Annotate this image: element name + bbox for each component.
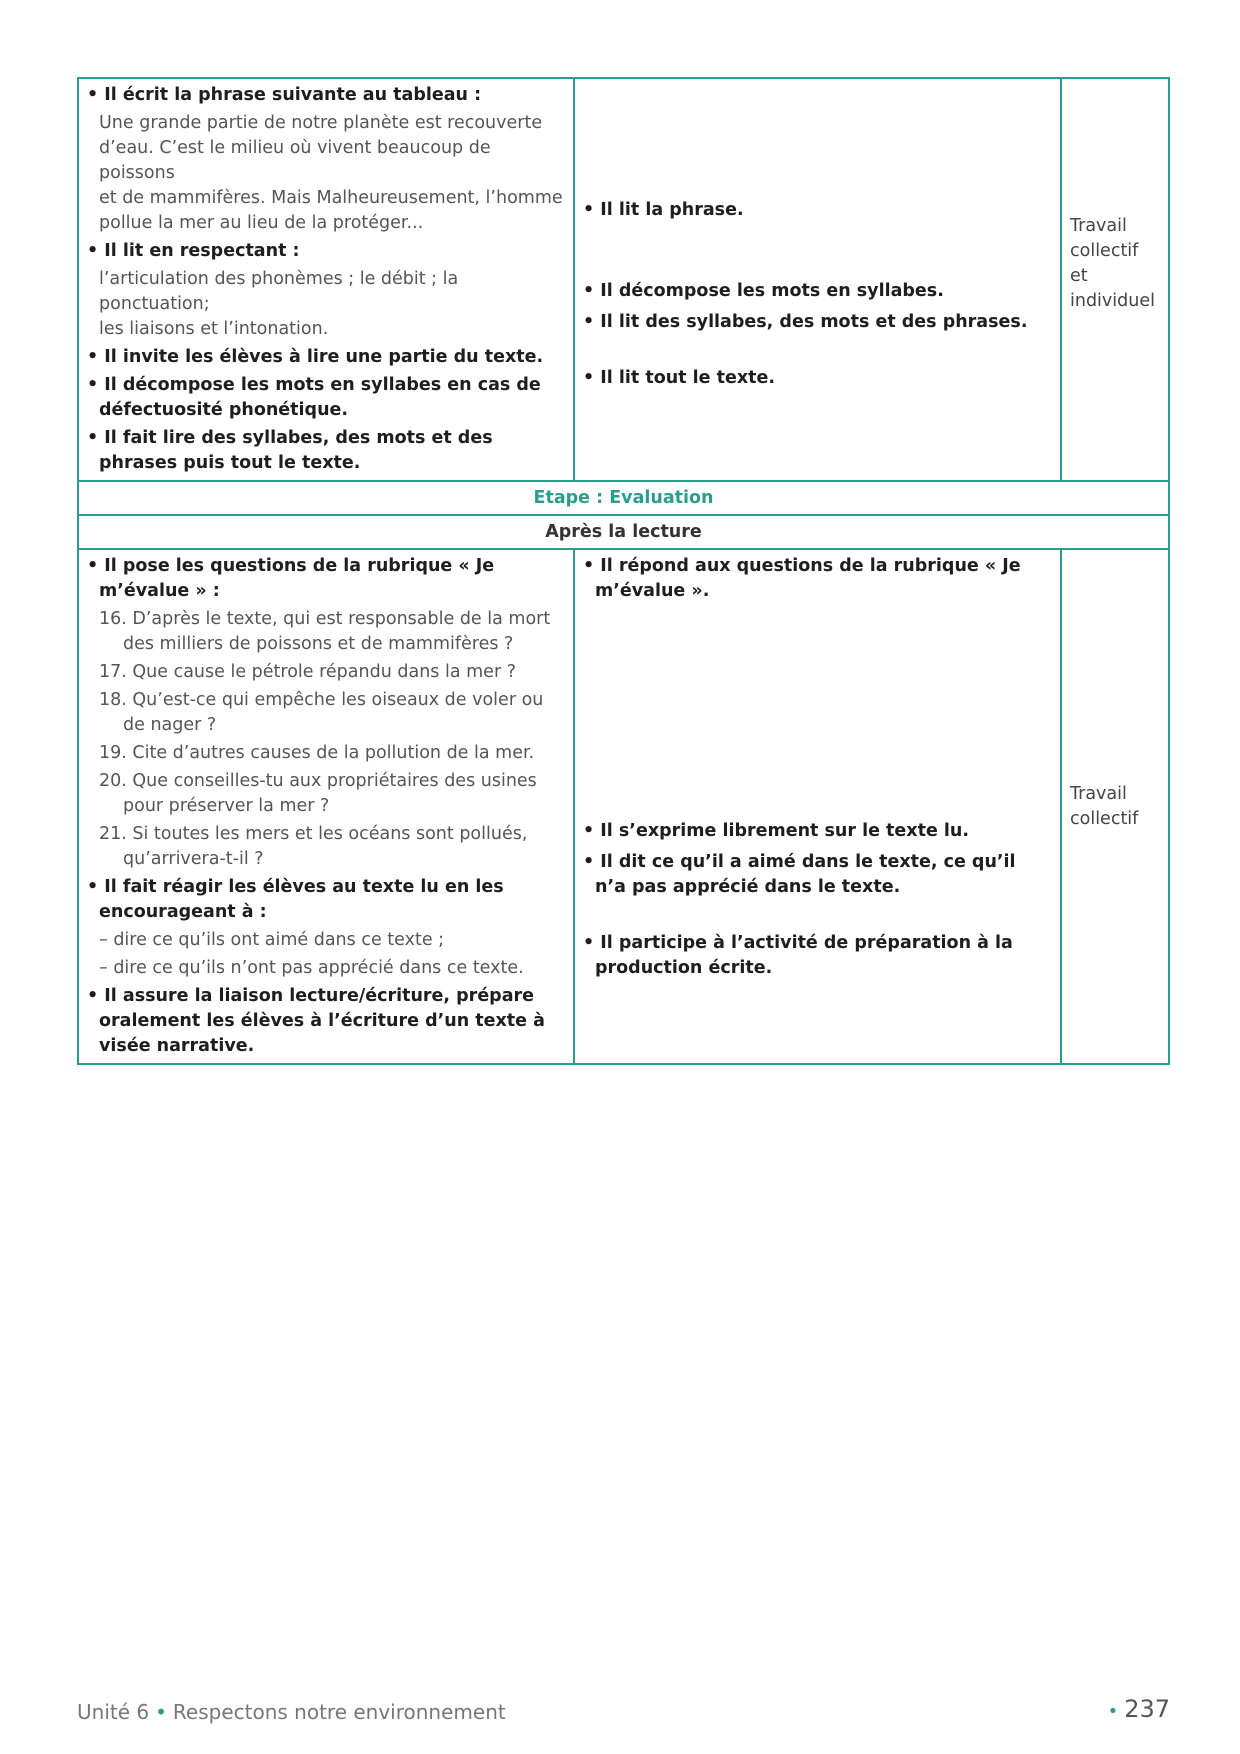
teacher-bullet: • Il décompose les mots en syllabes en cas de défectuosité phonétique. (87, 375, 541, 420)
question-item: 18. Qu’est-ce qui empêche les oiseaux de voler ou de nager ? (99, 690, 544, 735)
quote-line: et de mammifères. Mais Malheureusement, l’homme (99, 188, 563, 208)
quote-text (87, 111, 565, 236)
evaluation-row (78, 549, 1169, 1064)
student-activities-cell (574, 78, 1061, 481)
student-bullet: • Il répond aux questions de la rubrique « Je m’évalue ». (583, 556, 1021, 601)
work-mode-cell (1061, 549, 1169, 1064)
teacher-bullet: • Il lit en respectant : (87, 241, 300, 261)
bullet-icon: • (155, 1700, 167, 1724)
etape-heading: Etape : Evaluation (78, 481, 1169, 515)
work-mode-line: et (1070, 266, 1088, 286)
question-item: 17. Que cause le pétrole répandu dans la mer ? (99, 662, 516, 682)
student-bullet: • Il s’exprime librement sur le texte lu. (583, 821, 970, 841)
dash-item: – dire ce qu’ils ont aimé dans ce texte ; (99, 930, 445, 950)
teacher-bullet: • Il assure la liaison lecture/écriture, prépare oralement les élèves à l’écriture d’un texte à visée narrative. (87, 986, 545, 1056)
respect-line: l’articulation des phonèmes ; le débit ; la ponctuation; (99, 269, 459, 314)
student-bullet: • Il participe à l’activité de préparation à la production écrite. (583, 933, 1013, 978)
apres-row (78, 515, 1169, 549)
page-footer (77, 1700, 506, 1724)
student-activities-cell (574, 549, 1061, 1064)
question-item: 19. Cite d’autres causes de la pollution de la mer. (99, 743, 535, 763)
student-bullet: • Il lit des syllabes, des mots et des phrases. (583, 312, 1028, 332)
teacher-activities-cell (78, 549, 574, 1064)
lesson-table (77, 77, 1170, 1065)
teacher-bullet: • Il écrit la phrase suivante au tableau : (87, 85, 482, 105)
etape-row (78, 481, 1169, 515)
work-mode-line: collectif (1070, 809, 1139, 829)
page-number: 237 (1124, 1695, 1170, 1723)
unit-title: Respectons notre environnement (172, 1700, 506, 1724)
quote-line: Une grande partie de notre planète est recouverte (99, 113, 543, 133)
reading-row (78, 78, 1169, 481)
question-item: 16. D’après le texte, qui est responsable de la mort des milliers de poissons et de mammifères ? (99, 609, 551, 654)
student-bullet: • Il lit la phrase. (583, 200, 744, 220)
quote-line: pollue la mer au lieu de la protéger... (99, 213, 424, 233)
unit-label: Unité 6 (77, 1700, 150, 1724)
work-mode-line: Travail (1070, 784, 1127, 804)
bullet-icon: • (1107, 1701, 1119, 1722)
teacher-bullet: • Il pose les questions de la rubrique « Je m’évalue » : (87, 556, 495, 601)
quote-line: d’eau. C’est le milieu où vivent beaucoup de poissons (99, 138, 491, 183)
question-item: 21. Si toutes les mers et les océans sont pollués, qu’arrivera-t-il ? (99, 824, 528, 869)
work-mode-cell (1061, 78, 1169, 481)
teacher-bullet: • Il fait réagir les élèves au texte lu en les encourageant à : (87, 877, 504, 922)
student-bullet: • Il décompose les mots en syllabes. (583, 281, 944, 301)
respect-line: les liaisons et l’intonation. (99, 319, 329, 339)
work-mode-line: collectif (1070, 241, 1139, 261)
respect-text (87, 267, 565, 342)
page-number-block (1108, 1695, 1170, 1723)
student-bullet: • Il lit tout le texte. (583, 368, 776, 388)
teacher-bullet: • Il fait lire des syllabes, des mots et des phrases puis tout le texte. (87, 428, 493, 473)
question-item: 20. Que conseilles-tu aux propriétaires des usines pour préserver la mer ? (99, 771, 537, 816)
dash-item: – dire ce qu’ils n’ont pas apprécié dans ce texte. (99, 958, 524, 978)
apres-heading: Après la lecture (78, 515, 1169, 549)
work-mode-line: individuel (1070, 291, 1155, 311)
teacher-bullet: • Il invite les élèves à lire une partie du texte. (87, 347, 544, 367)
work-mode-line: Travail (1070, 216, 1127, 236)
student-bullet: • Il dit ce qu’il a aimé dans le texte, ce qu’il n’a pas apprécié dans le texte. (583, 852, 1016, 897)
teacher-activities-cell (78, 78, 574, 481)
